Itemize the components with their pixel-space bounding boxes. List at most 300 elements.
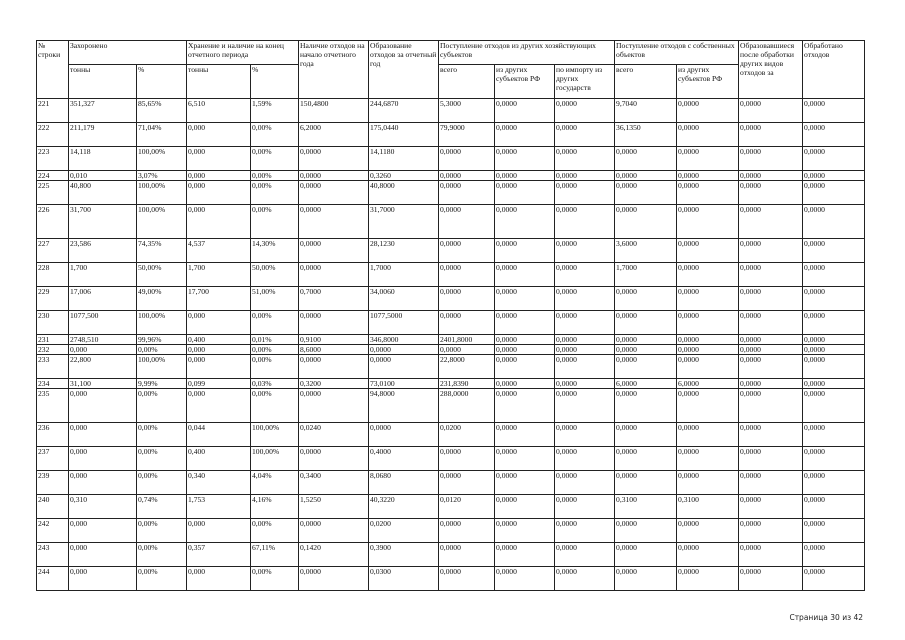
- table-cell: 100,00%: [251, 447, 299, 471]
- table-cell: 0,0200: [369, 519, 439, 543]
- table-cell: 0,000: [187, 519, 251, 543]
- table-cell: 0,00%: [251, 519, 299, 543]
- table-cell: 0,000: [69, 543, 137, 567]
- page-number: Страница 30 из 42: [789, 613, 863, 622]
- table-cell: 0,0000: [495, 567, 555, 591]
- table-cell: 0,0000: [495, 447, 555, 471]
- table-cell: 0,0000: [495, 181, 555, 205]
- row-number-cell: 233: [37, 355, 69, 379]
- header-processed: Обработано отходов: [803, 41, 865, 99]
- table-cell: 1,7000: [369, 263, 439, 287]
- table-cell: 0,099: [187, 379, 251, 389]
- table-cell: 0,0000: [803, 495, 865, 519]
- table-cell: 0,0000: [495, 345, 555, 355]
- table-cell: 0,00%: [251, 345, 299, 355]
- table-cell: 0,3900: [369, 543, 439, 567]
- table-cell: 9,7040: [615, 99, 677, 123]
- table-row: [37, 335, 865, 345]
- table-cell: 0,0000: [555, 311, 615, 335]
- table-cell: 9,99%: [137, 379, 187, 389]
- table-cell: 0,0000: [555, 287, 615, 311]
- table-cell: 100,00%: [137, 311, 187, 335]
- table-cell: 0,0000: [555, 567, 615, 591]
- table-row: [37, 311, 865, 335]
- table-cell: 0,0000: [677, 471, 739, 495]
- table-cell: 0,0000: [495, 311, 555, 335]
- table-cell: 0,0000: [439, 171, 495, 181]
- table-cell: 0,0000: [803, 99, 865, 123]
- table-cell: 0,0000: [495, 335, 555, 345]
- table-cell: 0,0000: [439, 447, 495, 471]
- header-formation: Образование отходов за отчетный год: [369, 41, 439, 99]
- table-cell: 100,00%: [137, 147, 187, 171]
- table-cell: 0,310: [69, 495, 137, 519]
- table-cell: 4,537: [187, 239, 251, 263]
- table-cell: 0,0000: [677, 181, 739, 205]
- table-cell: 0,000: [187, 205, 251, 239]
- table-cell: 14,1180: [369, 147, 439, 171]
- table-cell: 0,0000: [677, 147, 739, 171]
- table-cell: 1,700: [69, 263, 137, 287]
- table-cell: 0,0000: [803, 263, 865, 287]
- table-cell: 0,0000: [615, 287, 677, 311]
- table-cell: 17,700: [187, 287, 251, 311]
- table-cell: 0,0000: [803, 567, 865, 591]
- row-number-cell: 240: [37, 495, 69, 519]
- table-cell: 0,0000: [495, 171, 555, 181]
- table-cell: 0,0000: [803, 379, 865, 389]
- row-number-cell: 223: [37, 147, 69, 171]
- table-cell: 0,01%: [251, 335, 299, 345]
- table-cell: 0,00%: [137, 471, 187, 495]
- table-cell: 0,400: [187, 447, 251, 471]
- table-cell: 0,000: [69, 389, 137, 423]
- table-cell: 0,000: [69, 567, 137, 591]
- row-number-cell: 222: [37, 123, 69, 147]
- table-cell: 14,118: [69, 147, 137, 171]
- table-cell: 0,9100: [299, 335, 369, 345]
- table-cell: 6,0000: [677, 379, 739, 389]
- table-cell: 0,0000: [495, 239, 555, 263]
- table-cell: 31,700: [69, 205, 137, 239]
- table-row: [37, 567, 865, 591]
- table-cell: 0,0000: [739, 495, 803, 519]
- table-row: [37, 389, 865, 423]
- table-cell: 244,6870: [369, 99, 439, 123]
- table-cell: 40,3220: [369, 495, 439, 519]
- row-number-cell: 225: [37, 181, 69, 205]
- table-cell: 0,0000: [555, 471, 615, 495]
- table-cell: 0,0000: [615, 311, 677, 335]
- table-cell: 0,0000: [495, 423, 555, 447]
- subheader-other-rf: из других субъектов РФ: [495, 65, 555, 99]
- table-cell: 231,8390: [439, 379, 495, 389]
- table-cell: 0,00%: [251, 205, 299, 239]
- row-number-cell: 224: [37, 171, 69, 181]
- table-cell: 0,0000: [555, 379, 615, 389]
- table-cell: 22,800: [69, 355, 137, 379]
- table-cell: 0,400: [187, 335, 251, 345]
- table-cell: 0,0000: [495, 495, 555, 519]
- table-cell: 0,0000: [677, 447, 739, 471]
- table-cell: 0,0000: [555, 495, 615, 519]
- row-number-cell: 239: [37, 471, 69, 495]
- table-row: [37, 123, 865, 147]
- table-cell: 0,340: [187, 471, 251, 495]
- table-row: [37, 263, 865, 287]
- table-cell: 0,000: [187, 171, 251, 181]
- header-income-own: Поступление отходов с собственных объектов: [615, 41, 739, 65]
- table-cell: 0,0000: [555, 519, 615, 543]
- table-cell: 0,1420: [299, 543, 369, 567]
- row-number-cell: 228: [37, 263, 69, 287]
- table-cell: 0,0000: [803, 389, 865, 423]
- table-cell: 0,000: [187, 123, 251, 147]
- table-cell: 175,0440: [369, 123, 439, 147]
- table-cell: 0,0000: [439, 519, 495, 543]
- table-cell: 0,0000: [555, 123, 615, 147]
- table-cell: 0,00%: [251, 389, 299, 423]
- table-cell: 0,0240: [299, 423, 369, 447]
- header-presence: Наличие отходов на начало отчетного года: [299, 41, 369, 99]
- header-buried: Захоронено: [69, 41, 187, 65]
- header-row-number: № строки: [37, 41, 69, 99]
- table-cell: 0,0000: [495, 263, 555, 287]
- table-cell: 23,586: [69, 239, 137, 263]
- table-cell: 0,0000: [615, 423, 677, 447]
- table-cell: 40,800: [69, 181, 137, 205]
- table-cell: 0,0000: [495, 147, 555, 171]
- table-row: [37, 147, 865, 171]
- table-cell: 0,0000: [555, 171, 615, 181]
- table-cell: 0,000: [69, 345, 137, 355]
- table-cell: 49,00%: [137, 287, 187, 311]
- table-row: [37, 181, 865, 205]
- row-number-cell: 237: [37, 447, 69, 471]
- row-number-cell: 234: [37, 379, 69, 389]
- table-cell: 0,0000: [439, 543, 495, 567]
- table-cell: 0,0000: [615, 205, 677, 239]
- table-cell: 6,0000: [615, 379, 677, 389]
- table-cell: 1,700: [187, 263, 251, 287]
- table-cell: 0,0000: [439, 147, 495, 171]
- table-cell: 0,0000: [615, 335, 677, 345]
- table-cell: 4,16%: [251, 495, 299, 519]
- table-cell: 0,0000: [495, 471, 555, 495]
- row-number-cell: 236: [37, 423, 69, 447]
- table-cell: 0,0000: [803, 123, 865, 147]
- table-row: [37, 287, 865, 311]
- table-row: [37, 495, 865, 519]
- table-cell: 0,00%: [251, 181, 299, 205]
- table-cell: 0,0000: [369, 423, 439, 447]
- table-cell: 0,0000: [803, 181, 865, 205]
- table-cell: 0,000: [187, 311, 251, 335]
- row-number-cell: 231: [37, 335, 69, 345]
- table-cell: 0,0000: [495, 389, 555, 423]
- table-cell: 0,00%: [137, 519, 187, 543]
- table-cell: 67,11%: [251, 543, 299, 567]
- table-cell: 71,04%: [137, 123, 187, 147]
- table-cell: 0,000: [187, 355, 251, 379]
- table-row: [37, 239, 865, 263]
- table-row: [37, 99, 865, 123]
- table-cell: 288,0000: [439, 389, 495, 423]
- table-cell: 0,0000: [677, 519, 739, 543]
- table-cell: 0,0000: [739, 519, 803, 543]
- table-row: [37, 447, 865, 471]
- header-storage: Хранение и наличие на конец отчетного периода: [187, 41, 299, 65]
- table-cell: 28,1230: [369, 239, 439, 263]
- row-number-cell: 226: [37, 205, 69, 239]
- table-cell: 0,0000: [439, 263, 495, 287]
- table-cell: 0,0000: [299, 171, 369, 181]
- table-row: [37, 355, 865, 379]
- table-cell: 0,0000: [555, 355, 615, 379]
- table-cell: 85,65%: [137, 99, 187, 123]
- table-cell: 0,0000: [439, 239, 495, 263]
- table-cell: 31,100: [69, 379, 137, 389]
- table-cell: 0,00%: [251, 567, 299, 591]
- table-cell: 6,510: [187, 99, 251, 123]
- table-cell: 0,0000: [495, 205, 555, 239]
- table-cell: 40,8000: [369, 181, 439, 205]
- row-number-cell: 229: [37, 287, 69, 311]
- table-cell: 0,0000: [739, 287, 803, 311]
- table-cell: 0,0000: [803, 471, 865, 495]
- table-cell: 0,0000: [439, 205, 495, 239]
- table-body: [37, 99, 865, 591]
- table-cell: 0,00%: [251, 147, 299, 171]
- table-cell: 0,0000: [677, 335, 739, 345]
- table-cell: 0,0000: [439, 287, 495, 311]
- table-cell: 0,0000: [615, 567, 677, 591]
- subheader-tonnes: тонны: [69, 65, 137, 99]
- table-cell: 0,0000: [677, 263, 739, 287]
- table-cell: 0,0000: [495, 519, 555, 543]
- table-cell: 0,0000: [299, 147, 369, 171]
- table-cell: 0,0000: [803, 311, 865, 335]
- table-cell: 0,0000: [739, 379, 803, 389]
- table-cell: 0,0000: [555, 543, 615, 567]
- waste-report-table: [36, 40, 865, 591]
- table-cell: 2401,8000: [439, 335, 495, 345]
- table-cell: 0,0000: [299, 205, 369, 239]
- table-cell: 0,0000: [803, 519, 865, 543]
- table-cell: 0,0000: [677, 123, 739, 147]
- table-cell: 0,00%: [251, 311, 299, 335]
- table-cell: 0,000: [69, 471, 137, 495]
- table-cell: 0,0000: [615, 147, 677, 171]
- table-row: [37, 471, 865, 495]
- table-cell: 0,0000: [739, 99, 803, 123]
- table-cell: 0,0000: [739, 355, 803, 379]
- table-cell: 0,000: [187, 389, 251, 423]
- table-cell: 99,96%: [137, 335, 187, 345]
- table-cell: 8,6000: [299, 345, 369, 355]
- table-cell: 8,0680: [369, 471, 439, 495]
- table-cell: 0,0000: [555, 447, 615, 471]
- row-number-cell: 227: [37, 239, 69, 263]
- table-cell: 0,0000: [495, 287, 555, 311]
- table-cell: 211,179: [69, 123, 137, 147]
- table-cell: 0,3100: [677, 495, 739, 519]
- table-cell: 0,0000: [555, 389, 615, 423]
- table-cell: 0,0000: [615, 543, 677, 567]
- table-cell: 94,8000: [369, 389, 439, 423]
- table-cell: 0,4000: [369, 447, 439, 471]
- table-cell: 0,0000: [369, 355, 439, 379]
- table-cell: 79,9000: [439, 123, 495, 147]
- table-cell: 0,0000: [439, 471, 495, 495]
- header-formed-after: Образовавшиеся после обработки других видов отходов за: [739, 41, 803, 99]
- table-cell: 0,0000: [803, 335, 865, 345]
- table-cell: 0,000: [187, 181, 251, 205]
- subheader-total: всего: [439, 65, 495, 99]
- table-cell: 31,7000: [369, 205, 439, 239]
- table-cell: 0,0120: [439, 495, 495, 519]
- table-cell: 0,0000: [803, 287, 865, 311]
- table-cell: 0,0000: [803, 355, 865, 379]
- table-cell: 0,00%: [137, 543, 187, 567]
- table-cell: 0,357: [187, 543, 251, 567]
- table-cell: 5,3000: [439, 99, 495, 123]
- table-cell: 0,0000: [615, 471, 677, 495]
- table-cell: 73,0100: [369, 379, 439, 389]
- table-cell: 0,0000: [555, 181, 615, 205]
- subheader-own-rf: из других субъектов РФ: [677, 65, 739, 99]
- table-cell: 0,0000: [739, 567, 803, 591]
- table-cell: 0,0000: [615, 171, 677, 181]
- table-cell: 0,0000: [739, 389, 803, 423]
- table-cell: 0,3260: [369, 171, 439, 181]
- table-cell: 0,0000: [439, 345, 495, 355]
- table-cell: 0,000: [69, 519, 137, 543]
- table-cell: 0,0000: [677, 355, 739, 379]
- table-cell: 22,8000: [439, 355, 495, 379]
- table-cell: 0,0000: [739, 181, 803, 205]
- row-number-cell: 221: [37, 99, 69, 123]
- table-row: [37, 543, 865, 567]
- subheader-percent: %: [251, 65, 299, 99]
- table-cell: 346,8000: [369, 335, 439, 345]
- table-cell: 0,0000: [615, 447, 677, 471]
- row-number-cell: 232: [37, 345, 69, 355]
- table-cell: 0,0000: [555, 335, 615, 345]
- table-cell: 0,0000: [439, 311, 495, 335]
- table-cell: 0,0000: [299, 355, 369, 379]
- table-cell: 0,00%: [251, 171, 299, 181]
- table-cell: 0,0300: [369, 567, 439, 591]
- table-cell: 74,35%: [137, 239, 187, 263]
- table-cell: 3,6000: [615, 239, 677, 263]
- table-cell: 0,0000: [803, 447, 865, 471]
- row-number-cell: 242: [37, 519, 69, 543]
- table-cell: 0,0000: [299, 181, 369, 205]
- table-row: [37, 345, 865, 355]
- table-cell: 0,000: [69, 447, 137, 471]
- table-cell: 0,0000: [677, 171, 739, 181]
- table-cell: 100,00%: [137, 181, 187, 205]
- table-cell: 0,0000: [369, 345, 439, 355]
- table-cell: 0,000: [187, 567, 251, 591]
- table-cell: 0,0000: [677, 423, 739, 447]
- header-income-other: Поступление отходов из других хозяйствующих субъектов: [439, 41, 615, 65]
- table-cell: 0,0000: [439, 181, 495, 205]
- table-cell: 0,0000: [615, 345, 677, 355]
- table-cell: 0,0000: [677, 345, 739, 355]
- table-cell: 0,00%: [137, 567, 187, 591]
- table-cell: 0,00%: [137, 447, 187, 471]
- table-cell: 0,0000: [555, 423, 615, 447]
- table-cell: 6,2000: [299, 123, 369, 147]
- table-cell: 0,0000: [739, 543, 803, 567]
- table-cell: 0,000: [187, 147, 251, 171]
- table-cell: 0,000: [69, 423, 137, 447]
- subheader-percent: %: [137, 65, 187, 99]
- table-cell: 0,0000: [299, 389, 369, 423]
- table-cell: 36,1350: [615, 123, 677, 147]
- table-cell: 0,0000: [677, 567, 739, 591]
- table-row: [37, 423, 865, 447]
- table-cell: 0,0000: [739, 311, 803, 335]
- table-cell: 0,010: [69, 171, 137, 181]
- table-cell: 0,00%: [137, 345, 187, 355]
- table-cell: 0,0000: [299, 567, 369, 591]
- table-cell: 0,0000: [739, 345, 803, 355]
- row-number-cell: 230: [37, 311, 69, 335]
- table-cell: 0,0000: [495, 355, 555, 379]
- table-cell: 0,0000: [299, 311, 369, 335]
- table-cell: 0,3100: [615, 495, 677, 519]
- table-row: [37, 205, 865, 239]
- row-number-cell: 235: [37, 389, 69, 423]
- table-cell: 0,0000: [299, 263, 369, 287]
- table-cell: 1,753: [187, 495, 251, 519]
- table-cell: 0,0000: [739, 423, 803, 447]
- table-cell: 0,00%: [251, 123, 299, 147]
- table-cell: 0,0000: [495, 123, 555, 147]
- table-cell: 0,0000: [615, 519, 677, 543]
- table-cell: 150,4800: [299, 99, 369, 123]
- table-cell: 0,74%: [137, 495, 187, 519]
- table-cell: 0,0000: [439, 567, 495, 591]
- table-cell: 0,0000: [803, 239, 865, 263]
- table-cell: 100,00%: [251, 423, 299, 447]
- table-cell: 0,0000: [555, 147, 615, 171]
- table-cell: 0,0000: [495, 379, 555, 389]
- table-cell: 1077,500: [69, 311, 137, 335]
- table-row: [37, 171, 865, 181]
- table-cell: 0,0000: [677, 287, 739, 311]
- table-row: [37, 379, 865, 389]
- table-cell: 0,0000: [615, 389, 677, 423]
- table-cell: 0,0000: [739, 147, 803, 171]
- table-cell: 0,0000: [677, 543, 739, 567]
- subheader-own-total: всего: [615, 65, 677, 99]
- table-cell: 1077,5000: [369, 311, 439, 335]
- table-cell: 0,0000: [677, 99, 739, 123]
- table-cell: 0,0000: [495, 543, 555, 567]
- table-cell: 0,3400: [299, 471, 369, 495]
- table-cell: 0,7000: [299, 287, 369, 311]
- table-cell: 0,000: [187, 345, 251, 355]
- table-cell: 0,0000: [803, 345, 865, 355]
- table-cell: 0,0000: [739, 335, 803, 345]
- table-cell: 4,04%: [251, 471, 299, 495]
- table-cell: 0,044: [187, 423, 251, 447]
- table-cell: 0,0000: [299, 447, 369, 471]
